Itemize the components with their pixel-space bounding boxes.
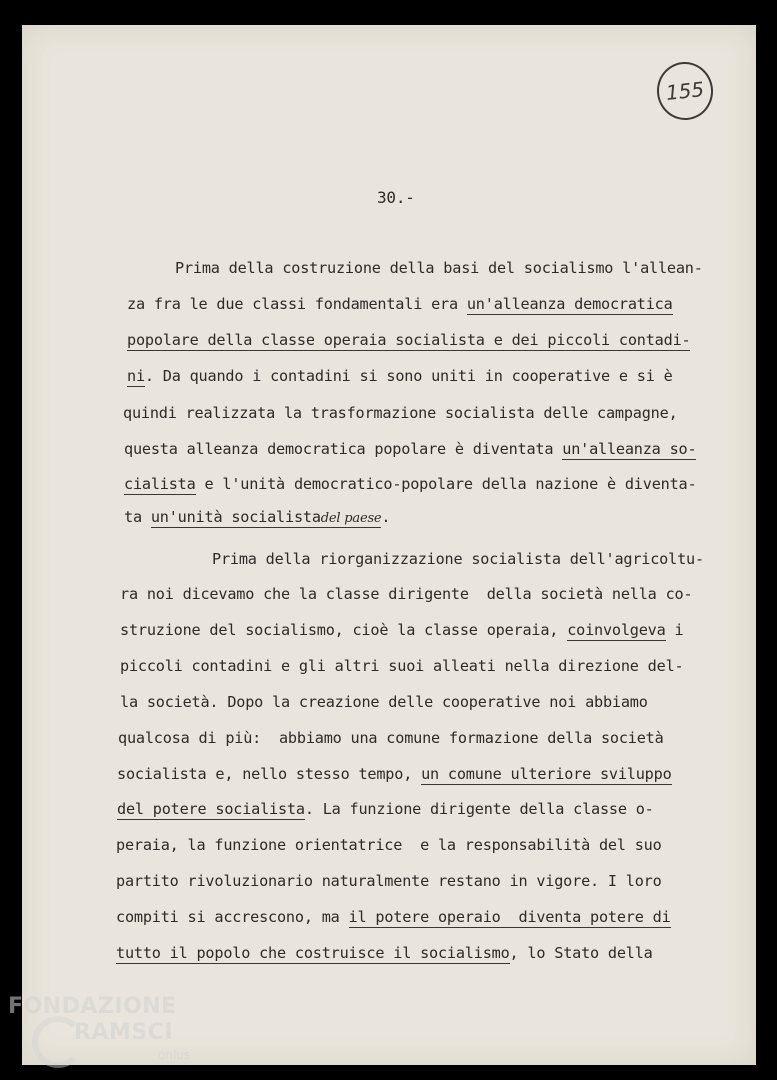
text-line: popolare della classe operaia socialista e dei piccoli contadi- bbox=[127, 331, 691, 349]
text-line: piccoli contadini e gli altri suoi alleati nella direzione del- bbox=[120, 657, 684, 675]
fondazione-gramsci-watermark: FONDAZIONE RAMSCI onlus bbox=[8, 994, 208, 1074]
text-line: Prima della costruzione della basi del socialismo l'allean- bbox=[175, 259, 703, 277]
text-line: ra noi dicevamo che la classe dirigente della società nella co- bbox=[120, 585, 693, 603]
text-line: qualcosa di più: abbiamo una comune formazione della società bbox=[118, 729, 664, 747]
text-line: compiti si accrescono, ma il potere operaio diventa potere di bbox=[116, 908, 671, 926]
page-number: 30.- bbox=[377, 188, 415, 207]
text-line: quindi realizzata la trasformazione socialista delle campagne, bbox=[123, 404, 678, 422]
text-line: socialista e, nello stesso tempo, un comune ulteriore sviluppo bbox=[117, 765, 672, 783]
text-line: struzione del socialismo, cioè la classe operaia, coinvolgeva i bbox=[120, 621, 684, 639]
text-line: tutto il popolo che costruisce il socialismo, lo Stato della bbox=[116, 944, 653, 962]
text-line: ni. Da quando i contadini si sono uniti in cooperative e si è bbox=[127, 367, 673, 385]
archive-page-stamp: 155 bbox=[654, 59, 716, 123]
handwritten-insertion: del paese bbox=[320, 511, 382, 526]
text-line: del potere socialista. La funzione dirigente della classe o- bbox=[117, 800, 654, 818]
text-line: partito rivoluzionario naturalmente restano in vigore. I loro bbox=[116, 872, 662, 890]
text-line: la società. Dopo la creazione delle cooperative noi abbiamo bbox=[120, 693, 648, 711]
text-line: Prima della riorganizzazione socialista dell'agricoltu- bbox=[212, 550, 704, 568]
text-line: za fra le due classi fondamentali era un'alleanza democratica bbox=[127, 295, 673, 313]
text-line: ta un'unità socialistadel paese. bbox=[124, 508, 391, 526]
text-line: peraia, la funzione orientatrice e la responsabilità del suo bbox=[116, 836, 662, 854]
text-line: cialista e l'unità democratico-popolare della nazione è diventa- bbox=[124, 475, 697, 493]
text-line: questa alleanza democratica popolare è diventata un'alleanza so- bbox=[124, 440, 697, 458]
